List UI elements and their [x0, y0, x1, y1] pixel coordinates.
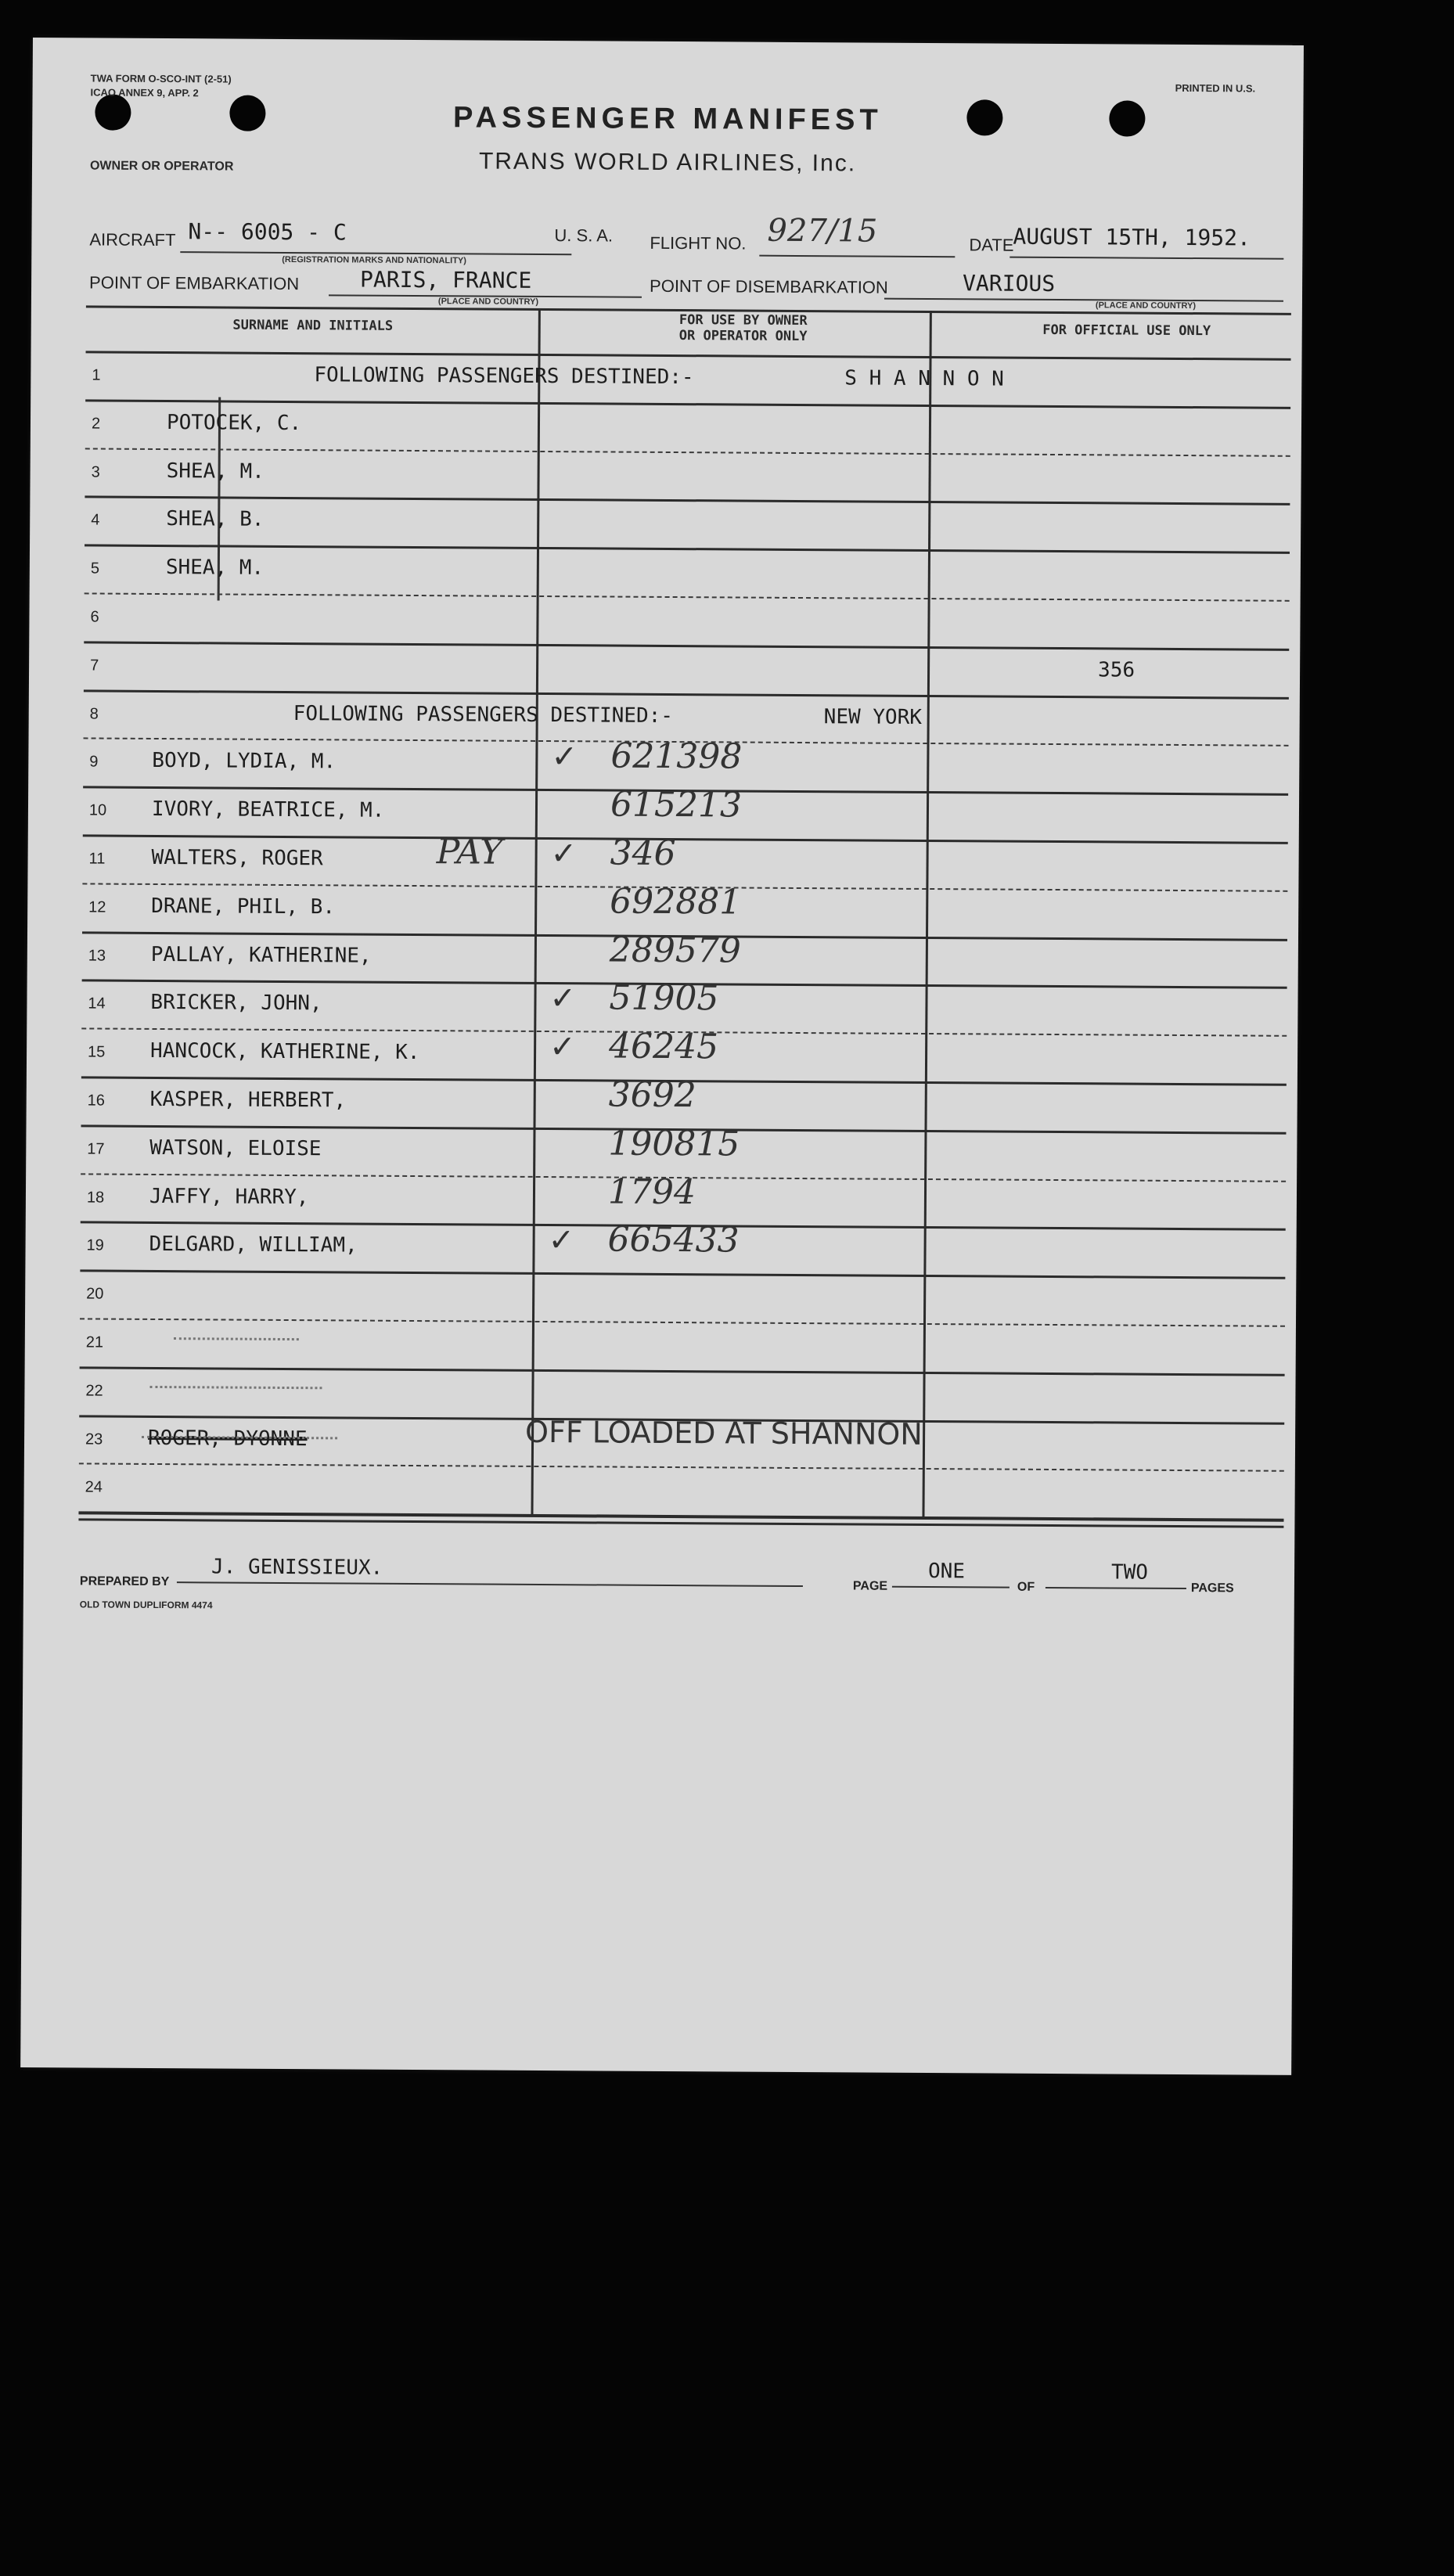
passenger-name: IVORY, BEATRICE, M.	[151, 797, 385, 822]
row-number: 1	[92, 366, 101, 384]
of-label: OF	[1017, 1580, 1035, 1594]
check-mark: ✓	[549, 1029, 576, 1066]
ticket-number: 665433	[607, 1219, 740, 1261]
row-number: 10	[88, 801, 107, 819]
row-number: 20	[86, 1285, 104, 1303]
ticket-number: 51905	[609, 977, 719, 1019]
row-number: 8	[89, 705, 99, 723]
row-number: 2	[91, 415, 101, 433]
row-number: 24	[85, 1478, 103, 1496]
disembarkation-label: POINT OF DISEMBARKATION	[649, 275, 888, 297]
official-number: 356	[1097, 658, 1135, 682]
row-number: 3	[91, 463, 100, 481]
prepared-value: J. GENISSIEUX.	[211, 1555, 383, 1580]
date-label: DATE	[969, 235, 1014, 255]
passenger-name: DELGARD, WILLIAM,	[149, 1232, 358, 1257]
ticket-number: 46245	[608, 1026, 719, 1067]
handwritten-note: PAY	[436, 832, 503, 872]
col-header-owner-use-2: OR OPERATOR ONLY	[678, 328, 808, 345]
ticket-number: 346	[610, 833, 676, 874]
row-number: 18	[86, 1189, 105, 1207]
passenger-name: JAFFY, HARRY,	[149, 1184, 309, 1209]
embarkation-label: POINT OF EMBARKATION	[89, 272, 300, 294]
passenger-name: SHEA, B.	[166, 507, 265, 532]
ticket-number: 615213	[610, 784, 743, 826]
row-number: 7	[90, 657, 99, 675]
destination-name: S H A N N O N	[844, 366, 1004, 391]
page-label: PAGE	[852, 1579, 888, 1593]
row-number: 19	[86, 1236, 104, 1254]
printed-in: PRINTED IN U.S.	[1175, 81, 1256, 95]
form-id: TWA FORM O-SCO-INT (2-51)	[90, 72, 232, 85]
check-mark: ✓	[549, 980, 577, 1017]
ticket-number: 3692	[608, 1074, 696, 1116]
row-number: 23	[85, 1430, 103, 1448]
pages-label: PAGES	[1190, 1581, 1234, 1596]
registration-caption: (REGISTRATION MARKS AND NATIONALITY)	[282, 254, 466, 266]
ticket-number: 190815	[608, 1123, 740, 1164]
erasure-smudge-1	[174, 1337, 299, 1340]
flight-label: FLIGHT NO.	[650, 232, 747, 254]
ticket-number: 692881	[610, 881, 742, 923]
form-annex: ICAO ANNEX 9, APP. 2	[90, 86, 199, 99]
row-number: 12	[88, 898, 106, 916]
row-number: 4	[91, 511, 100, 529]
flight-value: 927/15	[767, 212, 878, 250]
check-mark: ✓	[548, 1222, 575, 1259]
row-number: 11	[88, 850, 106, 868]
manifest-page	[20, 38, 1304, 2075]
disembarkation-caption: (PLACE AND COUNTRY)	[1095, 300, 1197, 311]
page-value: ONE	[927, 1560, 966, 1584]
passenger-name: HANCOCK, KATHERINE, K.	[149, 1039, 420, 1065]
col-header-owner-use-1: FOR USE BY OWNER	[678, 312, 808, 329]
passenger-name: SHEA, M.	[166, 459, 265, 484]
embarkation-value: PARIS, FRANCE	[360, 266, 532, 293]
row-number: 15	[88, 1043, 106, 1061]
date-value: AUGUST 15TH, 1952.	[1013, 223, 1251, 251]
row-number: 14	[88, 995, 106, 1013]
check-mark: ✓	[551, 739, 578, 775]
col-header-surname: SURNAME AND INITIALS	[232, 317, 394, 334]
nationality: U. S. A.	[554, 225, 614, 246]
passenger-name: POTOCEK, C.	[166, 410, 302, 435]
passenger-name: WALTERS, ROGER	[151, 845, 323, 871]
passenger-name: BRICKER, JOHN,	[150, 991, 322, 1016]
passenger-name: KASPER, HERBERT,	[149, 1087, 347, 1113]
passenger-name: PALLAY, KATHERINE,	[150, 942, 372, 968]
row-number: 22	[85, 1382, 103, 1400]
pages-value: TWO	[1110, 1560, 1149, 1585]
destination-heading: FOLLOWING PASSENGERS DESTINED:-	[293, 701, 674, 728]
row-number: 5	[90, 559, 100, 577]
aircraft-value: N-- 6005 - C	[188, 218, 347, 246]
row-number: 13	[88, 947, 106, 965]
row-number: 21	[85, 1333, 104, 1351]
passenger-name: WATSON, ELOISE	[149, 1135, 322, 1161]
row-number: 17	[87, 1140, 105, 1158]
ticket-number: 289579	[609, 930, 742, 971]
disembarkation-value: VARIOUS	[963, 270, 1056, 297]
page-title: PASSENGER MANIFEST	[452, 101, 883, 137]
col-header-official: FOR OFFICIAL USE ONLY	[1042, 322, 1211, 340]
embarkation-caption: (PLACE AND COUNTRY)	[437, 297, 539, 307]
destination-name: NEW YORK	[823, 704, 923, 729]
row-number: 9	[89, 753, 99, 771]
passenger-name: DRANE, PHIL, B.	[151, 894, 336, 919]
ticket-number: 621398	[610, 736, 743, 777]
airline-name: TRANS WORLD AIRLINES, Inc.	[478, 148, 857, 177]
passenger-name: BOYD, LYDIA, M.	[152, 749, 337, 774]
owner-label: OWNER OR OPERATOR	[89, 159, 234, 174]
prepared-label: PREPARED BY	[79, 1574, 170, 1589]
passenger-name: SHEA, M.	[165, 556, 265, 581]
row-number: 6	[90, 608, 99, 626]
erasure-smudge-2	[149, 1386, 322, 1389]
aircraft-label: AIRCRAFT	[89, 229, 176, 250]
passenger-name: ROGER, DYONNE	[147, 1426, 308, 1451]
row-number: 16	[87, 1092, 106, 1110]
check-mark: ✓	[550, 836, 578, 872]
ticket-number: 1794	[607, 1171, 696, 1212]
destination-heading: FOLLOWING PASSENGERS DESTINED:-	[314, 363, 694, 390]
footer-form-number: OLD TOWN DUPLIFORM 4474	[79, 1599, 213, 1611]
offload-note: OFF LOADED AT SHANNON	[524, 1414, 923, 1452]
